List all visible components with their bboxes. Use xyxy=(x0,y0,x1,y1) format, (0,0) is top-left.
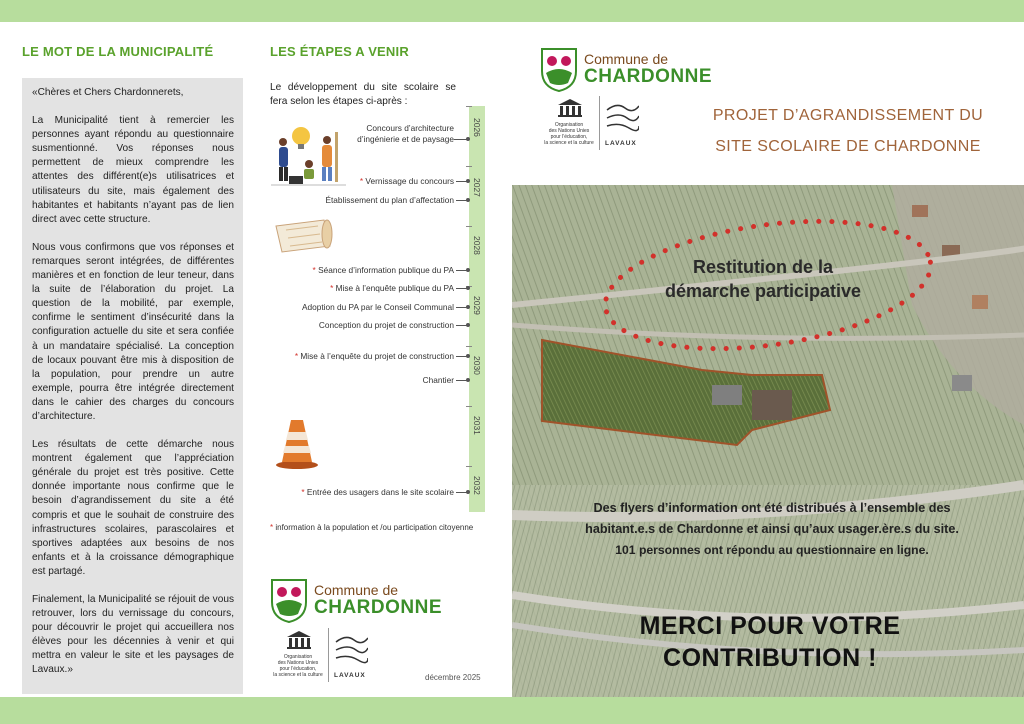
timeline-step: * Entrée des usagers dans le site scolaire xyxy=(301,487,454,497)
unesco-caption: Organisation des Nations Unies pour l’éducation, la science et la culture xyxy=(544,122,594,146)
step-connector xyxy=(456,288,468,289)
traffic-cone-icon xyxy=(274,418,320,470)
unesco-lavaux-logo-top xyxy=(541,96,661,152)
commune-label-big: CHARDONNE xyxy=(584,66,712,87)
plan-document-icon xyxy=(272,216,334,256)
logo-divider xyxy=(599,96,600,150)
respondents-count: 101 personnes ont répondu au questionnaire en ligne. xyxy=(615,543,929,557)
top-band xyxy=(0,0,1024,22)
step-connector xyxy=(456,492,468,493)
timeline-step: * Mise à l’enquête publique du PA xyxy=(330,283,454,293)
thank-you-message: MERCI POUR VOTRE CONTRIBUTION ! xyxy=(639,612,901,672)
unesco-temple-icon xyxy=(286,630,312,650)
timeline-tick xyxy=(466,346,472,347)
year-label: 2028 xyxy=(472,236,482,255)
step-connector xyxy=(456,200,468,201)
municipality-heading: LE MOT DE LA MUNICIPALITÉ xyxy=(22,44,214,59)
step-connector xyxy=(456,356,468,357)
commune-logo-top xyxy=(540,47,712,95)
year-label: 2029 xyxy=(472,296,482,315)
timeline-step: * Vernissage du concours xyxy=(359,176,454,186)
timeline-step: Concours d’architecture xyxy=(366,123,454,133)
timeline-step: * Mise à l’enquête du projet de construction xyxy=(294,351,454,361)
step-connector xyxy=(456,307,468,308)
restitution-title: Restitution de la démarche participative xyxy=(664,257,862,301)
timeline-step: d’ingénierie et de paysage xyxy=(357,134,454,144)
message-paragraph: Finalement, la Municipalité se réjouit de vous retrouver, lors du vernissage du concours, pour découvrir le projet qui accueillera nos élèves pour les décennies à venir et qui mettra en valeur le site et les paysages de Lavaux.» xyxy=(32,594,234,676)
year-label: 2027 xyxy=(472,178,482,197)
flyers-info: Des flyers d’information ont été distribués à l’ensemble des habitant.e.s de Chardonne et ainsi qu’aux usager.ère.s du site. xyxy=(585,501,959,536)
message-paragraph: La Municipalité tient à remercier les personnes ayant répondu au questionnaire susmentionné. Vos réponses nous permettent de mieux comprendre les attentes des différent(e)s utilisatrices et utilisateurs du site, mais également des habitantes et habitants n’ayant pas de lien direct avec cette structure. xyxy=(32,115,234,225)
timeline-step: * Séance d’information publique du PA xyxy=(312,265,454,275)
message-paragraph: Les résultats de cette démarche nous montrent également que l’appréciation générale du projet est très positive. Cette donnée importante nous confirme que le besoin d’agrandissement du site a été compris et que le souhait de construire des infrastructures scolaires, parascolaires et sportives adaptées aux besoins de nos enfants et à la croissance démographique est partagé. xyxy=(32,439,234,577)
timeline-tick xyxy=(466,466,472,467)
steps-intro: Le développement du site scolaire se fera selon les étapes ci-après : xyxy=(270,82,456,107)
step-connector xyxy=(456,270,468,271)
timeline-tick xyxy=(466,166,472,167)
timeline-step: Adoption du PA par le Conseil Communal xyxy=(301,302,454,312)
year-label: 2026 xyxy=(472,118,482,137)
step-connector xyxy=(456,380,468,381)
timeline-step: Chantier xyxy=(422,375,454,385)
timeline-tick xyxy=(466,226,472,227)
lavaux-label: LAVAUX xyxy=(334,672,366,679)
step-connector xyxy=(456,325,468,326)
unesco-lavaux-logo-bottom xyxy=(270,628,390,684)
year-label: 2032 xyxy=(472,476,482,495)
unesco-caption: Organisation des Nations Unies pour l’éducation, la science et la culture xyxy=(273,654,323,678)
year-label: 2031 xyxy=(472,416,482,435)
message-paragraph: Nous vous confirmons que vos réponses et remarques seront intégrées, de différentes manières et en fonction de leur teneur, dans la suite de l’élaboration du projet. La question de la mobilité, par exemple, confirme le sentiment d’insécurité dans la configuration actuelle du site et sera confiée à un mandataire spécialisé. La conception de locaux pouvant être mis à disposition de la population, pour prendre un autre exemple, pourra être intégrée directement dans le cahier des charges du concours d’architecture. xyxy=(32,241,234,422)
commune-logo-bottom xyxy=(270,578,442,626)
message-paragraph: «Chères et Chers Chardonnerets, xyxy=(32,87,184,98)
timeline-step: Conception du projet de construction xyxy=(318,320,454,330)
logo-divider xyxy=(328,628,329,682)
timeline-footnote: * information à la population et /ou participation citoyenne xyxy=(270,523,474,532)
steps-heading: LES ÉTAPES A VENIR xyxy=(270,44,409,59)
bottom-band xyxy=(0,697,1024,724)
lavaux-landscape-icon xyxy=(605,100,639,134)
architects-illustration-icon xyxy=(271,124,346,188)
publication-date: décembre 2025 xyxy=(425,673,481,682)
step-connector xyxy=(456,181,468,182)
timeline-tick xyxy=(466,106,472,107)
year-label: 2030 xyxy=(472,356,482,375)
lavaux-label: LAVAUX xyxy=(605,140,637,147)
chardonne-crest-icon xyxy=(540,47,578,92)
chardonne-crest-icon xyxy=(270,578,308,623)
timeline-step: Établissement du plan d’affectation xyxy=(325,195,454,205)
step-connector xyxy=(454,139,468,140)
project-title: PROJET D’AGRANDISSEMENT DU SITE SCOLAIRE DE CHARDONNE xyxy=(712,107,984,155)
timeline-tick xyxy=(466,406,472,407)
municipality-section xyxy=(22,44,243,59)
commune-label-small: Commune de xyxy=(314,582,399,598)
commune-label-small: Commune de xyxy=(584,51,669,67)
unesco-temple-icon xyxy=(557,98,583,118)
municipality-message-box xyxy=(22,78,243,694)
lavaux-landscape-icon xyxy=(334,632,368,666)
commune-label-big: CHARDONNE xyxy=(314,597,442,618)
